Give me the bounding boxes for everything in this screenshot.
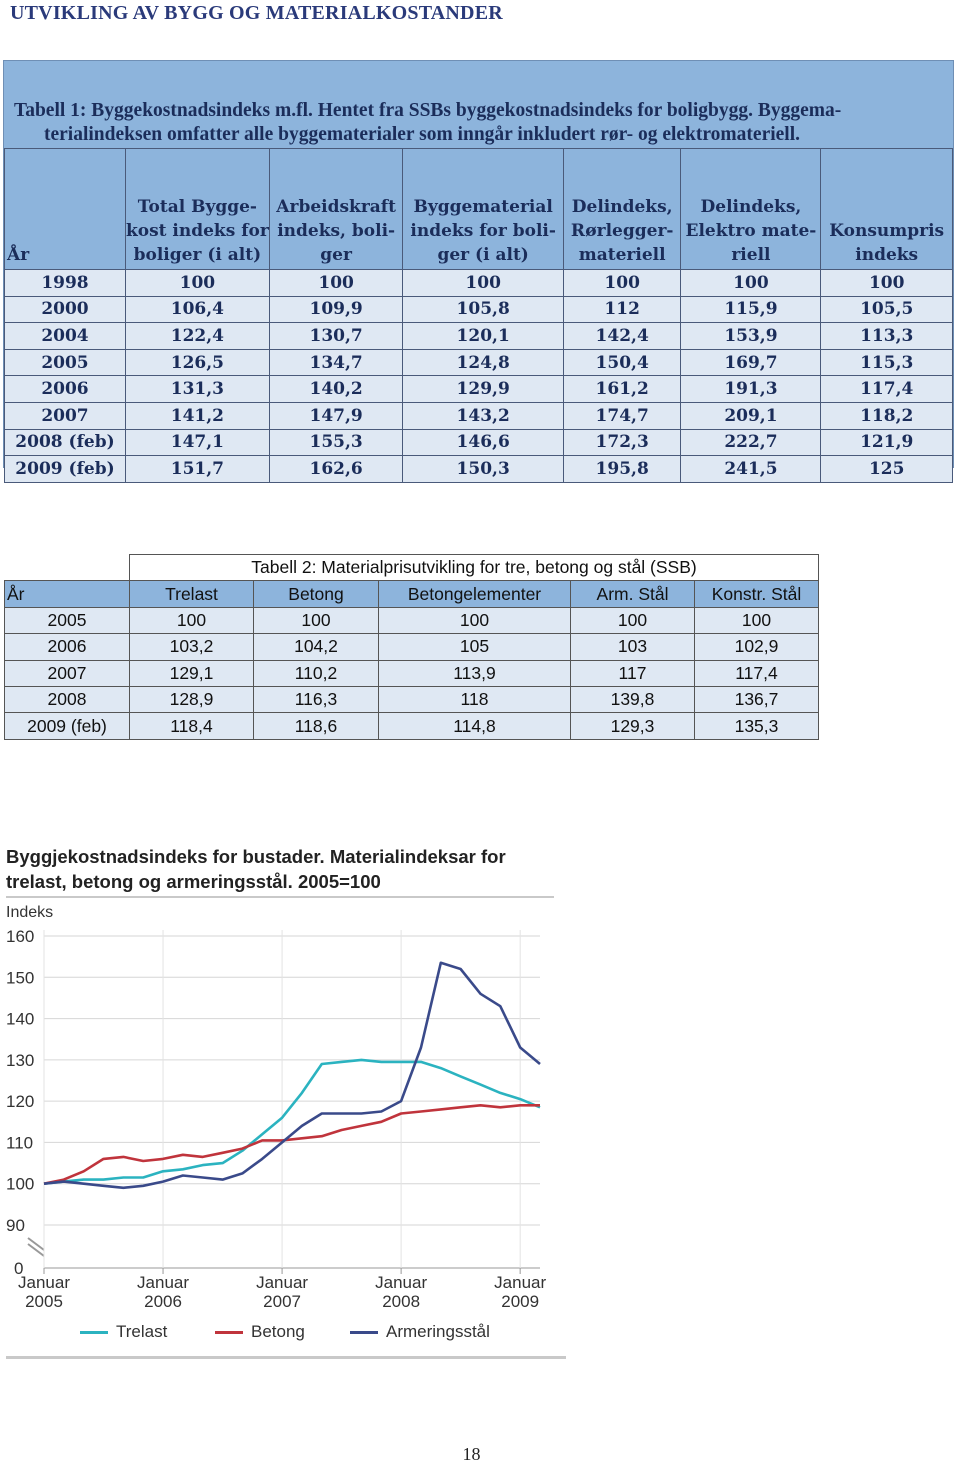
legend-swatch-trelast (80, 1331, 108, 1334)
chart-x-tick-label: 2008 (382, 1292, 421, 1311)
table2-value-cell: 117 (571, 660, 695, 686)
chart (0, 838, 570, 1363)
chart-x-tick-label: Januar (18, 1273, 70, 1292)
table1-header-byggematerial: Byggematerial indeks for boli- ger (i alt) (403, 149, 563, 270)
table1-year-cell: 1998 (5, 270, 126, 297)
table2-header-betongelementer: Betongelementer (379, 581, 571, 607)
table1-value-cell: 109,9 (269, 296, 403, 323)
page-number: 18 (462, 1444, 481, 1464)
table2-year-cell: 2006 (5, 634, 130, 660)
chart-y-axis-label: Indeks (6, 904, 54, 921)
table1-value-cell: 115,3 (821, 349, 953, 376)
table2-value-cell: 118,4 (130, 713, 254, 739)
table2-header-konstr-stal: Konstr. Stål (695, 581, 819, 607)
table1-value-cell: 112 (563, 296, 681, 323)
table2-value-cell: 139,8 (571, 686, 695, 712)
table1-row (5, 323, 953, 350)
legend-label-betong: Betong (251, 1322, 305, 1341)
table1-year-cell: 2000 (5, 296, 126, 323)
table1-value-cell: 146,6 (403, 429, 563, 456)
table2-header-row (5, 581, 819, 607)
table1-value-cell: 121,9 (821, 429, 953, 456)
table2-row (5, 713, 819, 739)
chart-x-tick-label: Januar (494, 1273, 547, 1292)
chart-title-line1: Byggjekostnadsindeks for bustader. Materialindeksar for (6, 846, 506, 867)
table2-value-cell: 129,3 (571, 713, 695, 739)
table1-value-cell: 150,4 (563, 349, 681, 376)
chart-y-tick-label: 100 (6, 1174, 35, 1194)
legend-item-armeringsstal (350, 1322, 490, 1342)
table2-value-cell: 100 (254, 607, 379, 633)
series-line-trelast (44, 1060, 540, 1184)
table1-header-elektro: Delindeks, Elektro mate- riell (681, 149, 821, 270)
table1-header-rorlegger: Delindeks, Rørlegger- materiell (563, 149, 681, 270)
table1-value-cell: 100 (681, 270, 821, 297)
table1-year-cell: 2009 (feb) (5, 456, 126, 483)
table2-value-cell: 118,6 (254, 713, 379, 739)
chart-y-tick-label: 0 (14, 1259, 24, 1278)
chart-x-tick-label: 2009 (501, 1292, 540, 1311)
table1-caption-line1: Tabell 1: Byggekostnadsindeks m.fl. Hentet fra SSBs byggekostnadsindeks for boligbygg. Byggema- (14, 100, 842, 121)
legend-label-trelast: Trelast (116, 1322, 168, 1341)
table1-value-cell: 115,9 (681, 296, 821, 323)
table1-row (5, 402, 953, 429)
table2-header-trelast: Trelast (130, 581, 254, 607)
table2-year-cell: 2009 (feb) (5, 713, 130, 739)
table1-year-cell: 2007 (5, 402, 126, 429)
legend-swatch-armeringsstal (350, 1331, 378, 1334)
table1-panel (3, 60, 954, 479)
table1-value-cell: 122,4 (125, 323, 269, 350)
table2-header-arm-stal: Arm. Stål (571, 581, 695, 607)
table1-value-cell: 125 (821, 456, 953, 483)
table1-row (5, 376, 953, 403)
table2-value-cell: 103 (571, 634, 695, 660)
table1-value-cell: 131,3 (125, 376, 269, 403)
table2-value-cell: 114,8 (379, 713, 571, 739)
table1-value-cell: 142,4 (563, 323, 681, 350)
table2-row (5, 607, 819, 633)
chart-x-tick-label: Januar (137, 1273, 190, 1292)
table2-value-cell: 100 (130, 607, 254, 633)
table1-year-cell: 2004 (5, 323, 126, 350)
table1-value-cell: 195,8 (563, 456, 681, 483)
chart-y-tick-label: 90 (6, 1216, 25, 1235)
table1-value-cell: 117,4 (821, 376, 953, 403)
table1-value-cell: 126,5 (125, 349, 269, 376)
table1-header-arbeidskraft: Arbeidskraft indeks, boli- ger (269, 149, 403, 270)
table2-value-cell: 100 (695, 607, 819, 633)
table2-year-cell: 2008 (5, 686, 130, 712)
table1-value-cell: 100 (125, 270, 269, 297)
chart-y-tick-label: 140 (6, 1009, 35, 1029)
chart-y-tick-label: 110 (6, 1133, 34, 1153)
table1-row (5, 349, 953, 376)
table1-header-konsumpris: Konsumpris indeks (821, 149, 953, 270)
table1-value-cell: 222,7 (681, 429, 821, 456)
table1-value-cell: 130,7 (269, 323, 403, 350)
table1-value-cell: 120,1 (403, 323, 563, 350)
legend-swatch-betong (215, 1331, 243, 1334)
table1-value-cell: 100 (269, 270, 403, 297)
table1-value-cell: 161,2 (563, 376, 681, 403)
table1-value-cell: 143,2 (403, 402, 563, 429)
axis-break-mark (28, 1238, 44, 1250)
legend-item-trelast (80, 1322, 167, 1342)
table2-value-cell: 102,9 (695, 634, 819, 660)
table1-value-cell: 162,6 (269, 456, 403, 483)
chart-x-tick-label: Januar (375, 1273, 428, 1292)
table1-value-cell: 241,5 (681, 456, 821, 483)
table1-year-cell: 2008 (feb) (5, 429, 126, 456)
table1-header-total: Total Bygge- kost indeks for boliger (i alt) (125, 149, 269, 270)
chart-x-tick-label: Januar (256, 1273, 309, 1292)
table2-year-cell: 2007 (5, 660, 130, 686)
table2-value-cell: 100 (571, 607, 695, 633)
table1-value-cell: 172,3 (563, 429, 681, 456)
table2-value-cell: 118 (379, 686, 571, 712)
table1-value-cell: 100 (563, 270, 681, 297)
table1-value-cell: 141,2 (125, 402, 269, 429)
table1-year-cell: 2005 (5, 349, 126, 376)
table1-value-cell: 169,7 (681, 349, 821, 376)
table1-value-cell: 153,9 (681, 323, 821, 350)
table1-header-row (5, 149, 953, 270)
table1-value-cell: 209,1 (681, 402, 821, 429)
table1-row (5, 270, 953, 297)
chart-bottom-rule (6, 1356, 566, 1359)
table1-value-cell: 150,3 (403, 456, 563, 483)
table1-year-cell: 2006 (5, 376, 126, 403)
table2-value-cell: 135,3 (695, 713, 819, 739)
table2-header-betong: Betong (254, 581, 379, 607)
table1-value-cell: 147,1 (125, 429, 269, 456)
table1-value-cell: 118,2 (821, 402, 953, 429)
table2-header-year: År (5, 581, 130, 607)
table2-caption-row (5, 555, 819, 581)
chart-title-line2: trelast, betong og armeringsstål. 2005=100 (6, 871, 381, 892)
chart-x-tick-label: 2005 (25, 1292, 63, 1311)
table2-value-cell: 113,9 (379, 660, 571, 686)
table1-value-cell: 105,5 (821, 296, 953, 323)
table1-value-cell: 106,4 (125, 296, 269, 323)
chart-y-tick-label: 150 (6, 968, 35, 988)
table2-value-cell: 129,1 (130, 660, 254, 686)
page-header: UTVIKLING AV BYGG OG MATERIALKOSTANDER (10, 2, 503, 24)
table1-caption-line2: terialindeksen omfatter alle byggematerialer som inngår inkludert rør- og elektromateriell. (44, 124, 801, 145)
table1-row (5, 456, 953, 483)
table1-row (5, 296, 953, 323)
table1-value-cell: 134,7 (269, 349, 403, 376)
table2-value-cell: 116,3 (254, 686, 379, 712)
chart-x-tick-label: 2007 (263, 1292, 301, 1311)
table2-caption: Tabell 2: Materialprisutvikling for tre, betong og stål (SSB) (130, 555, 819, 581)
table1-value-cell: 129,9 (403, 376, 563, 403)
table1-value-cell: 100 (821, 270, 953, 297)
chart-y-tick-label: 130 (6, 1050, 35, 1070)
series-line-armeringsstal (44, 963, 540, 1188)
table2-row (5, 660, 819, 686)
chart-y-tick-label: 160 (6, 927, 35, 946)
axis-break-mark (28, 1244, 44, 1256)
table2-caption-spacer (5, 555, 130, 581)
legend-label-armeringsstal: Armeringsstål (386, 1322, 490, 1341)
table1-header-year: År (5, 149, 126, 270)
table1-value-cell: 147,9 (269, 402, 403, 429)
chart-x-tick-label: 2006 (144, 1292, 182, 1311)
table1-value-cell: 191,3 (681, 376, 821, 403)
chart-plot-area (0, 838, 570, 1318)
table1-value-cell: 105,8 (403, 296, 563, 323)
table1-value-cell: 113,3 (821, 323, 953, 350)
table1 (4, 148, 953, 483)
series-line-betong (44, 1105, 540, 1183)
table2 (4, 554, 819, 740)
table1-caption (14, 99, 944, 147)
table1-value-cell: 140,2 (269, 376, 403, 403)
table2-value-cell: 117,4 (695, 660, 819, 686)
table2-row (5, 686, 819, 712)
chart-y-tick-label: 120 (6, 1092, 35, 1112)
table1-value-cell: 151,7 (125, 456, 269, 483)
table2-value-cell: 136,7 (695, 686, 819, 712)
table2-value-cell: 105 (379, 634, 571, 660)
legend-item-betong (215, 1322, 305, 1342)
table2-value-cell: 110,2 (254, 660, 379, 686)
table2-value-cell: 104,2 (254, 634, 379, 660)
table2-value-cell: 100 (379, 607, 571, 633)
table2-row (5, 634, 819, 660)
table1-row (5, 429, 953, 456)
table1-value-cell: 155,3 (269, 429, 403, 456)
table2-year-cell: 2005 (5, 607, 130, 633)
table1-value-cell: 100 (403, 270, 563, 297)
table2-value-cell: 103,2 (130, 634, 254, 660)
table1-value-cell: 174,7 (563, 402, 681, 429)
table1-value-cell: 124,8 (403, 349, 563, 376)
table2-value-cell: 128,9 (130, 686, 254, 712)
